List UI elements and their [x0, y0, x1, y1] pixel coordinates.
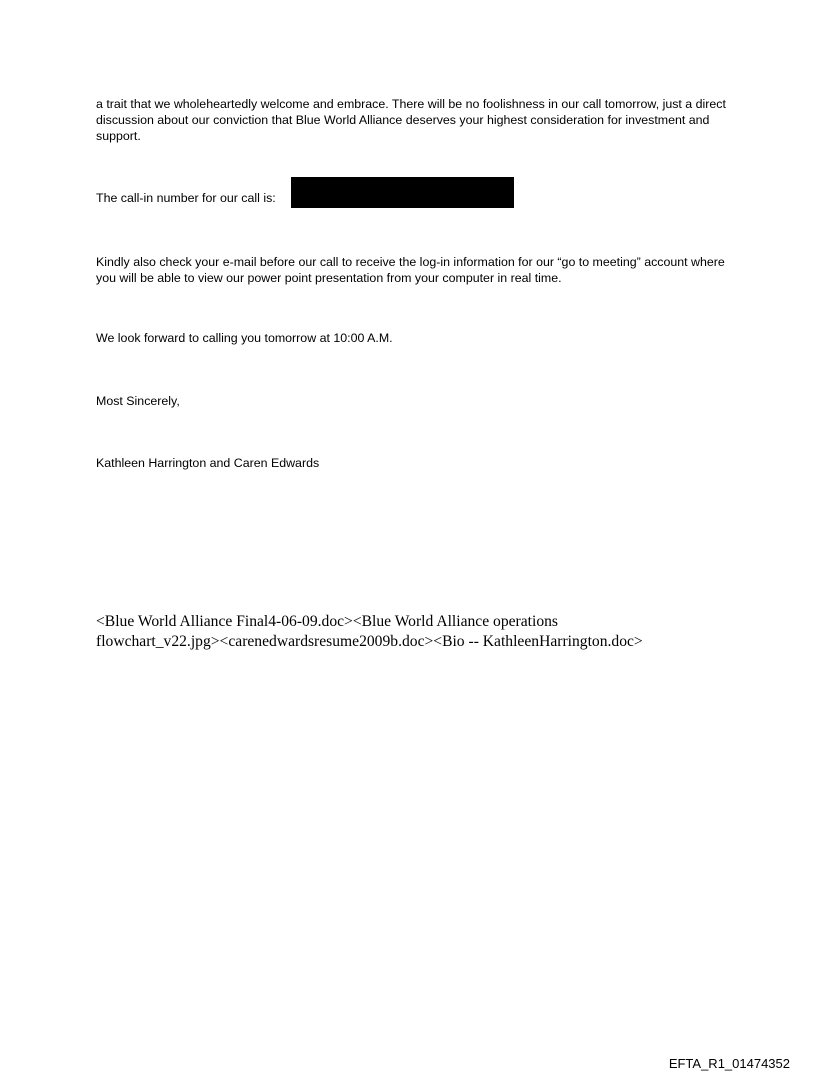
- letter-paragraph-call-time: We look forward to calling you tomorrow at 10:00 A.M.: [96, 331, 393, 345]
- letter-closing: Most Sincerely,: [96, 394, 180, 408]
- letter-paragraph-intro: a trait that we wholeheartedly welcome and embrace. There will be no foolishness in our call tomorrow, just a direct discussion about our conviction that Blue World Alliance deserves your highest consideration for investment and support.: [96, 97, 726, 143]
- callin-number-row: [96, 177, 736, 208]
- attachments-list: [96, 612, 716, 652]
- callin-number-label: The call-in number for our call is:: [96, 191, 276, 205]
- attachments-line: <Blue World Alliance Final4-06-09.doc><Blue World Alliance operations: [96, 613, 559, 630]
- redaction-box: [291, 177, 514, 208]
- attachments-line: flowchart_v22.jpg><carenedwardsresume2009b.doc><Bio -- KathleenHarrington.doc>: [96, 633, 643, 650]
- document-id-footer: EFTA_R1_01474352: [668, 1056, 790, 1071]
- letter-paragraph-login-info: Kindly also check your e-mail before our call to receive the log-in information for our “go to meeting” account where you will be able to view our power point presentation from your computer in real time.: [96, 255, 725, 285]
- letter-signature: Kathleen Harrington and Caren Edwards: [96, 456, 320, 470]
